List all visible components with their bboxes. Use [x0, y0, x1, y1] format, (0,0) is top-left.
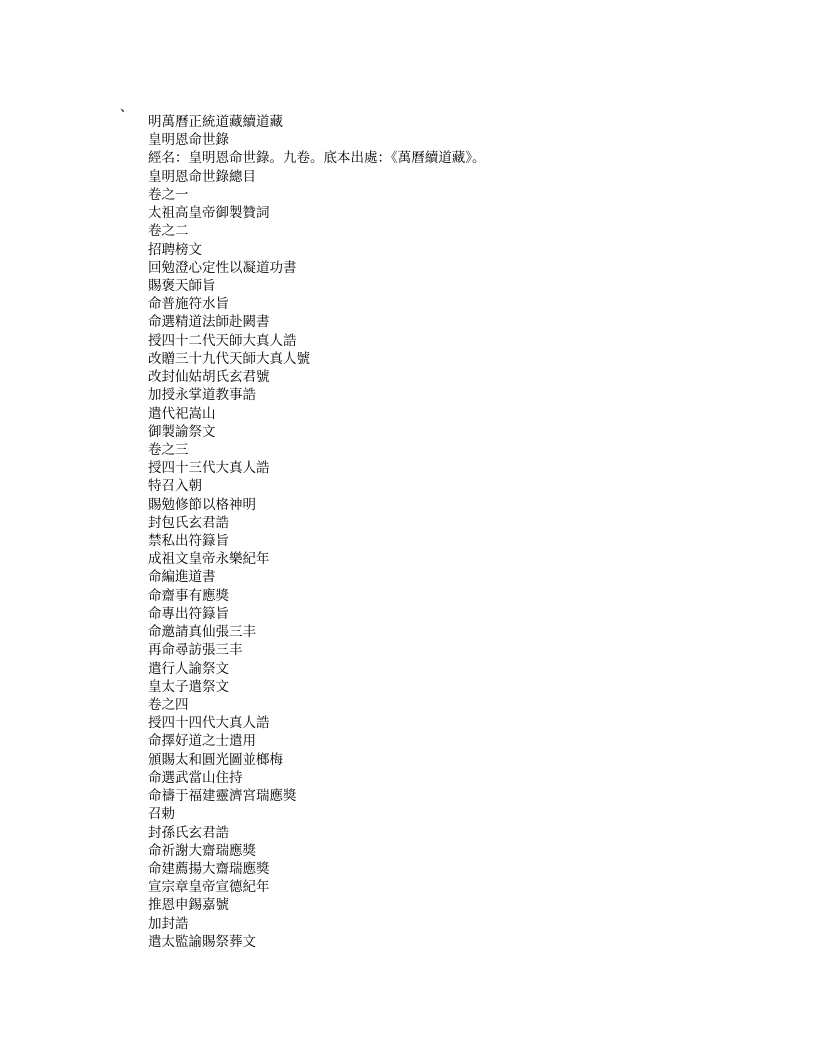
- text-line: 遣行人諭祭文: [148, 660, 229, 677]
- text-line: 皇太子遣祭文: [148, 678, 229, 695]
- text-line: 太祖高皇帝御製贊詞: [148, 205, 270, 222]
- text-line: 遣太監諭賜祭葬文: [148, 933, 256, 950]
- text-line: 頒賜太和圓光圖並榔梅: [148, 751, 283, 768]
- text-line: 禁私出符籙旨: [148, 533, 229, 550]
- text-line: 命邀請真仙張三丰: [148, 624, 256, 641]
- text-line: 皇明恩命世錄總目: [148, 168, 256, 185]
- text-line: 命編進道書: [148, 569, 216, 586]
- text-line: 卷之四: [148, 697, 189, 713]
- text-line: 加授永掌道教事誥: [148, 387, 256, 404]
- text-line: 改贈三十九代天師大真人號: [148, 350, 310, 367]
- text-line: 加封誥: [148, 915, 189, 932]
- text-line: 命祈謝大齋瑞應獎: [148, 842, 256, 859]
- text-line: 御製諭祭文: [148, 423, 216, 440]
- text-line: 命專出符籙旨: [148, 605, 229, 622]
- text-line: 卷之一: [148, 186, 189, 203]
- text-line: 命選精道法師赴闕書: [148, 314, 270, 331]
- document-text: [148, 113, 486, 951]
- text-line: 卷之二: [148, 223, 189, 240]
- text-line: 授四十二代天師大真人誥: [148, 332, 297, 349]
- text-line: 經名：皇明恩命世錄。九卷。底本出處：《萬曆續道藏》。: [148, 150, 486, 167]
- text-line: 賜褒天師旨: [148, 277, 216, 294]
- text-line: 授四十四代大真人誥: [148, 715, 270, 732]
- text-line: 召勅: [148, 806, 175, 823]
- text-line: 再命尋訪張三丰: [148, 642, 243, 659]
- text-line: 招聘榜文: [148, 241, 202, 258]
- punctuation-mark: 、: [120, 100, 134, 115]
- text-line: 命普施符水旨: [148, 296, 229, 313]
- text-line: 封孫氏玄君誥: [148, 824, 229, 841]
- document-title: 皇明恩命世錄: [148, 132, 229, 149]
- text-line: 卷之三: [148, 441, 189, 458]
- text-line: 授四十三代大真人誥: [148, 460, 270, 477]
- text-line: 成祖文皇帝永樂紀年: [148, 551, 270, 568]
- text-line: 宣宗章皇帝宣德紀年: [148, 879, 270, 896]
- text-line: 特召入朝: [148, 478, 202, 495]
- text-line: 命禱于福建靈濟宮瑞應獎: [148, 788, 297, 805]
- text-line: 命擇好道之士遣用: [148, 733, 256, 750]
- text-line: 回勉澄心定性以凝道功書: [148, 259, 297, 276]
- text-line: 改封仙姑胡氏玄君號: [148, 369, 270, 386]
- text-line: 命建薦揚大齋瑞應獎: [148, 860, 270, 877]
- text-line: 封包氏玄君誥: [148, 514, 229, 531]
- text-line: 推恩申錫嘉號: [148, 897, 229, 914]
- text-line: 賜勉修節以格神明: [148, 496, 256, 513]
- text-line: 命齋事有應獎: [148, 587, 229, 604]
- text-line: 命選武當山住持: [148, 769, 243, 786]
- text-line: 遣代祀嵩山: [148, 405, 216, 422]
- collection-title: 明萬曆正統道藏續道藏: [148, 114, 283, 130]
